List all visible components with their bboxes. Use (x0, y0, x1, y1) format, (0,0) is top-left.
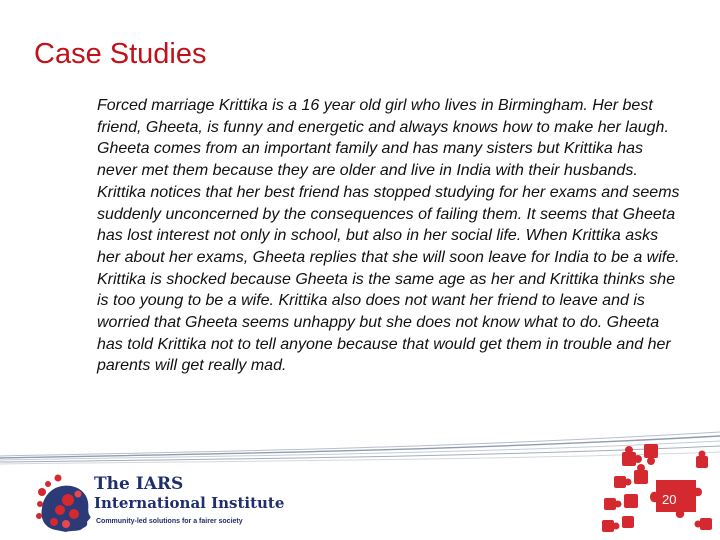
page-number: 20 (662, 492, 677, 507)
logo-line2: International Institute (94, 494, 285, 512)
case-study-text: Forced marriage Krittika is a 16 year old girl who lives in Birmingham. Her best friend, Gheeta, is funny and energetic and always knows how to make her laugh. Gheeta comes from an important family and has many sisters but Krittika has never met them because they are older and live in India with their husbands. Krittika notices that her best friend has stopped studying for her exams and seems suddenly unconcerned by the consequences of failing them. It seems that Gheeta has lost interest not only in school, but also in her social life. When Krittika asks her about her exams, Gheeta replies that she will soon leave for India to be a wife. Krittika is shocked because Gheeta is the same age as her and Krittika thinks she is too young to be a wife. Krittika also does not want her friend to leave and is worried that Gheeta seems unhappy but she does not know what to do. Gheeta has told Krittika not to tell anyone because that would get them in trouble and her parents will get really mad. (97, 97, 680, 375)
slide-title: Case Studies (34, 38, 207, 70)
logo-line1: The IARS (94, 474, 184, 494)
logo-tagline: Community-led solutions for a fairer society (96, 518, 243, 525)
puzzle-pieces-icon (600, 440, 720, 540)
